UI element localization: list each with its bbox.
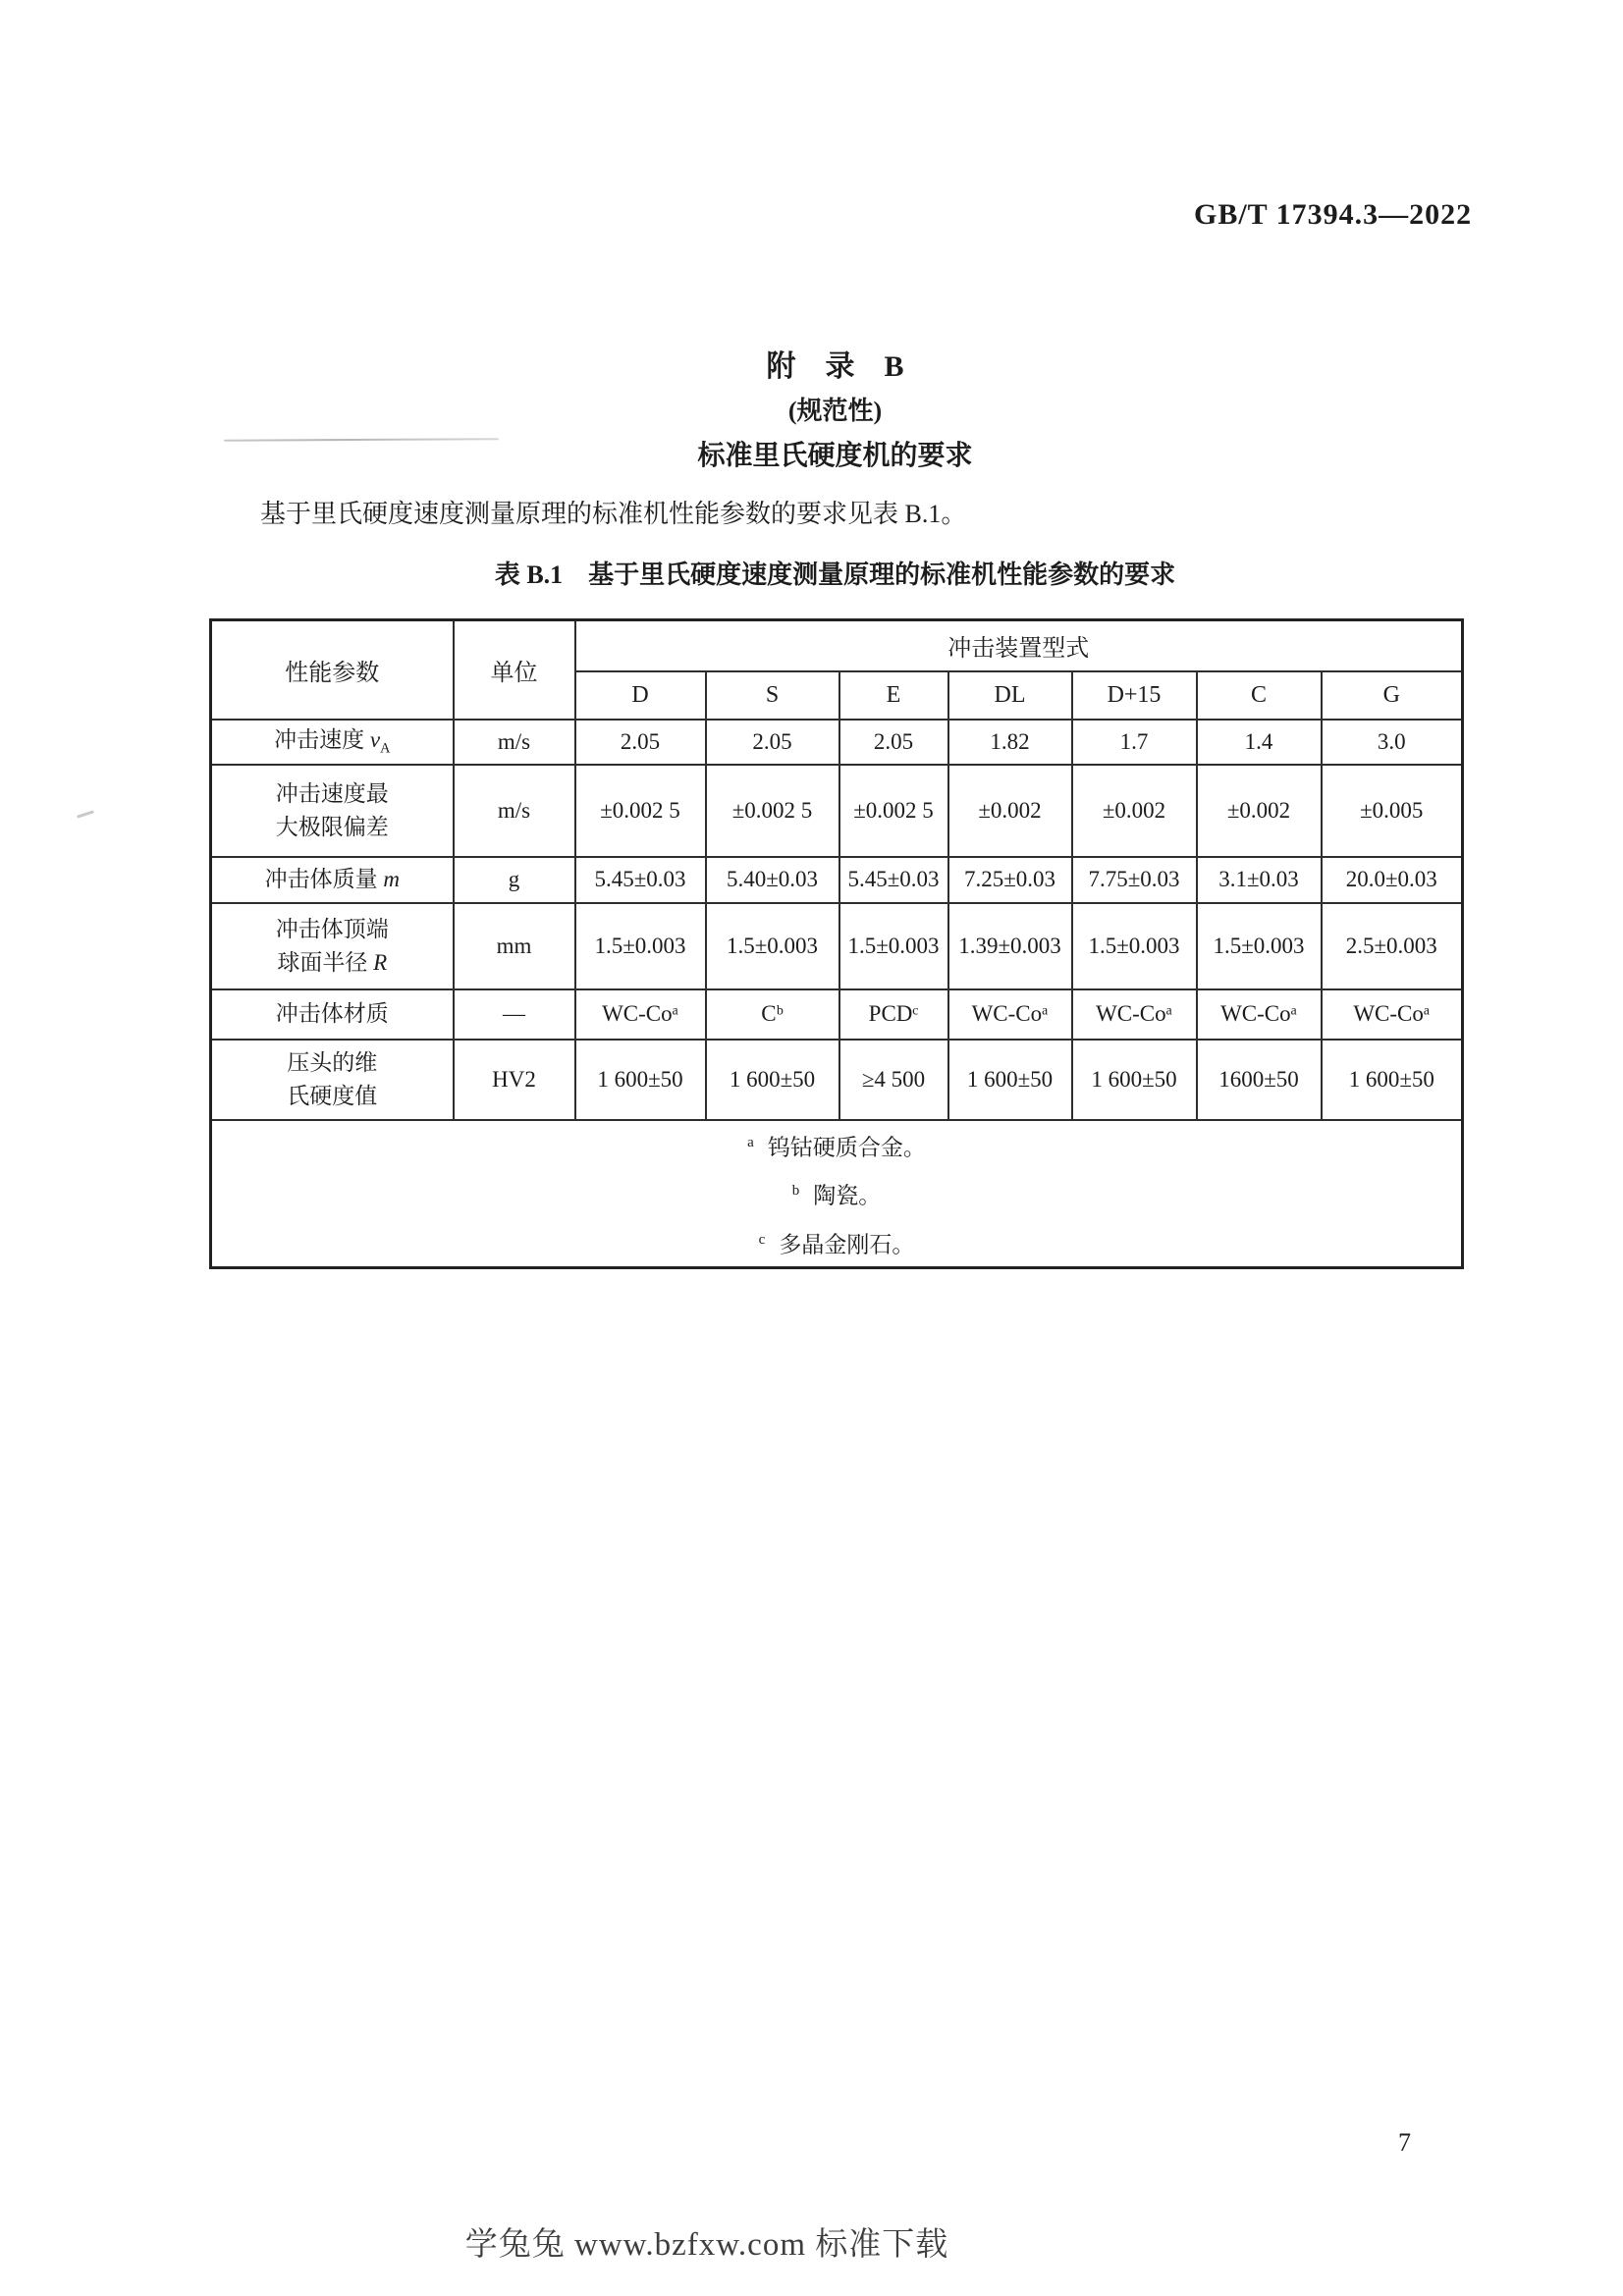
param-cell: 冲击体顶端 球面半径 R	[211, 903, 454, 989]
param-cell: 冲击体质量 m	[211, 857, 454, 903]
value-cell: WC-Coᵃ	[948, 989, 1072, 1040]
unit-cell: g	[454, 857, 575, 903]
column-header-device-type: D+15	[1072, 671, 1197, 720]
page-number: 7	[1398, 2128, 1411, 2157]
value-cell: 7.25±0.03	[948, 857, 1072, 903]
unit-cell: —	[454, 989, 575, 1040]
value-cell: 1 600±50	[1072, 1040, 1197, 1120]
column-header-device-type: S	[706, 671, 839, 720]
value-cell: 1.4	[1197, 720, 1322, 765]
table-row	[211, 765, 1463, 857]
appendix-subtitle: 标准里氏硬度机的要求	[697, 441, 973, 471]
unit-cell: m/s	[454, 720, 575, 765]
param-cell: 冲击速度最 大极限偏差	[211, 765, 454, 857]
watermark-footer: 学兔兔 www.bzfxw.com 标准下载	[464, 2227, 949, 2263]
value-cell: WC-Coᵃ	[1197, 989, 1322, 1040]
column-header-unit: 单位	[454, 620, 575, 720]
value-cell: ≥4 500	[839, 1040, 948, 1120]
value-cell: 1.5±0.003	[706, 903, 839, 989]
value-cell: PCDᶜ	[839, 989, 948, 1040]
value-cell: 1 600±50	[1322, 1040, 1463, 1120]
value-cell: 2.5±0.003	[1322, 903, 1463, 989]
value-cell: 1.5±0.003	[1072, 903, 1197, 989]
value-cell: ±0.002	[948, 765, 1072, 857]
column-header-device-type: DL	[948, 671, 1072, 720]
intro-paragraph: 基于里氏硬度速度测量原理的标准机性能参数的要求见表 B.1。	[260, 500, 967, 528]
value-cell: WC-Coᵃ	[1072, 989, 1197, 1040]
table-row	[211, 1040, 1463, 1120]
unit-cell: mm	[454, 903, 575, 989]
standard-number-header: GB/T 17394.3—2022	[1194, 198, 1473, 231]
appendix-normative-label: (规范性)	[787, 397, 883, 425]
value-cell: ±0.002	[1072, 765, 1197, 857]
value-cell: 1 600±50	[706, 1040, 839, 1120]
unit-cell: HV2	[454, 1040, 575, 1120]
value-cell: 1.5±0.003	[839, 903, 948, 989]
spec-table	[209, 618, 1464, 1269]
value-cell: 7.75±0.03	[1072, 857, 1197, 903]
column-header-device-group: 冲击装置型式	[575, 620, 1463, 671]
unit-cell: m/s	[454, 765, 575, 857]
value-cell: 1 600±50	[575, 1040, 706, 1120]
column-header-device-type: G	[1322, 671, 1463, 720]
value-cell: WC-Coᵃ	[1322, 989, 1463, 1040]
value-cell: 1 600±50	[948, 1040, 1072, 1120]
value-cell: 5.40±0.03	[706, 857, 839, 903]
column-header-device-type: C	[1197, 671, 1322, 720]
value-cell: Cᵇ	[706, 989, 839, 1040]
value-cell: ±0.002 5	[706, 765, 839, 857]
value-cell: ±0.005	[1322, 765, 1463, 857]
value-cell: 3.0	[1322, 720, 1463, 765]
value-cell: 5.45±0.03	[575, 857, 706, 903]
value-cell: 2.05	[839, 720, 948, 765]
table-row	[211, 720, 1463, 765]
table-row	[211, 903, 1463, 989]
column-header-param: 性能参数	[211, 620, 454, 720]
table-row	[211, 857, 1463, 903]
footnote-line: $^c$ 多晶金刚石。	[758, 1231, 915, 1257]
scan-artifact	[77, 810, 94, 818]
value-cell: 1.5±0.003	[1197, 903, 1322, 989]
value-cell: 1.7	[1072, 720, 1197, 765]
footnote-line: $^b$ 陶瓷。	[791, 1183, 882, 1208]
param-cell: 冲击体材质	[211, 989, 454, 1040]
table-row	[211, 989, 1463, 1040]
value-cell: 3.1±0.03	[1197, 857, 1322, 903]
table-caption: 表 B.1 基于里氏硬度速度测量原理的标准机性能参数的要求	[494, 561, 1176, 589]
table-footnotes	[211, 1120, 1463, 1268]
value-cell: ±0.002 5	[839, 765, 948, 857]
footnote-line: $^a$ 钨钴硬质合金。	[747, 1134, 926, 1160]
value-cell: 1600±50	[1197, 1040, 1322, 1120]
value-cell: 5.45±0.03	[839, 857, 948, 903]
value-cell: 2.05	[575, 720, 706, 765]
param-cell: 冲击速度 $v_A$	[211, 720, 454, 765]
param-cell: 压头的维 氏硬度值	[211, 1040, 454, 1120]
value-cell: 2.05	[706, 720, 839, 765]
value-cell: ±0.002 5	[575, 765, 706, 857]
column-header-device-type: D	[575, 671, 706, 720]
value-cell: 1.5±0.003	[575, 903, 706, 989]
value-cell: 20.0±0.03	[1322, 857, 1463, 903]
appendix-title: 附 录 B	[766, 350, 904, 383]
value-cell: 1.82	[948, 720, 1072, 765]
value-cell: 1.39±0.003	[948, 903, 1072, 989]
value-cell: WC-Coᵃ	[575, 989, 706, 1040]
spec-table-container	[209, 618, 1464, 1269]
value-cell: ±0.002	[1197, 765, 1322, 857]
column-header-device-type: E	[839, 671, 948, 720]
